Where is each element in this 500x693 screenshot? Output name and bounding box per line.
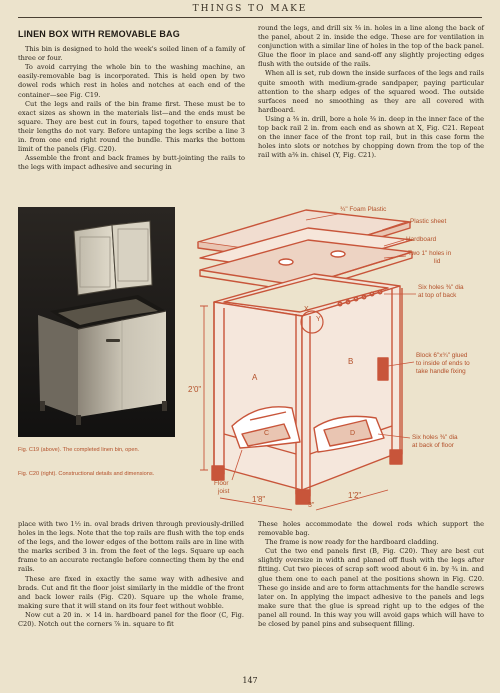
label-block-2: to inside of ends to	[416, 360, 470, 367]
dimension-height: 2'0"	[188, 385, 202, 394]
label-block-3: take handle fixing	[416, 368, 466, 375]
paragraph: Now cut a 20 in. × 14 in. hardboard panel for the floor (C, Fig. C20). Notch out the corners ⅞ in. square to fit	[18, 610, 244, 629]
label-block: Block 6"x¾" glued	[416, 352, 468, 359]
article-title: LINEN BOX WITH REMOVABLE BAG	[18, 29, 180, 39]
paragraph: Cut the two end panels first (B, Fig. C20). They are best cut slightly oversize in width and planed off flush with the legs after fitting. Cut two pieces of scrap soft wood about 6 in. by ¾ in. and glue them one to each panel at the positions shown in Fig. C20. These go inside and are to form attachments for the handle screws later on. In applying the impact adhesive to the panels and legs make sure that the glue is spread right up to the edges of the panel all round. In this way you will avoid gaps which will have to be closed by panel pins and subsequent filling.	[258, 547, 484, 629]
paragraph: This bin is designed to hold the week's soiled linen of a family of three or four.	[18, 45, 245, 63]
label-six-holes-floor: Six holes ⅜" dia	[412, 434, 458, 441]
column-bottom-right	[258, 520, 484, 629]
linen-bin-photo	[18, 207, 175, 437]
label-at-back-of-floor: at back of floor	[412, 442, 454, 449]
column-top-right	[258, 24, 484, 160]
running-header: THINGS TO MAKE	[192, 4, 308, 14]
paragraph: place with two 1½ in. oval brads driven through previously-drilled holes in the legs. Note that the top rails are flush with the top ends of the legs, and the lower edges of the bottom rails are in line with the marks scribed 3 in. from the feet of the legs. Square up each frame to an accurate rectangle before connecting them by the end rails.	[18, 520, 244, 574]
paragraph: Using a ⅜ in. drill, bore a hole ⅜ in. deep in the inner face of the top back rail 2 in. from each end as shown at X, Fig. C21. Repeat on the inner face of the front top rail, but in this case form the holes into slots or notches by chopping down from the top of the rail with a⅜ in. chisel (Y, Fig. C21).	[258, 114, 484, 160]
label-plastic-sheet: Plastic sheet	[410, 218, 447, 225]
caption-fig-c20: Fig. C20 (right). Constructional details and dimensions.	[18, 471, 155, 477]
column-bottom-left	[18, 520, 244, 629]
part-c-label: C	[264, 430, 270, 437]
label-foam-plastic: ¾" Foam Plastic	[340, 206, 387, 213]
construction-diagram	[188, 198, 488, 514]
paragraph: Assemble the front and back frames by butt-jointing the rails to the legs with impact adhesive and securing in	[18, 154, 245, 172]
part-a-label: A	[252, 373, 258, 382]
label-lid: lid	[434, 258, 441, 265]
page-number: 147	[242, 676, 258, 685]
dimension-three: 3"	[308, 502, 315, 509]
part-d-label: D	[350, 430, 356, 437]
label-six-holes-top: Six holes ⅜" dia	[418, 284, 464, 291]
paragraph: These are fixed in exactly the same way with adhesive and brads. Cut and fit the floor joist similarly in the middle of the front and back lower rails (Fig. C20). Square up the whole frame, making sure that it will stand on its four feet without wobble.	[18, 574, 244, 610]
caption-fig-c19: Fig. C19 (above). The completed linen bin, open.	[18, 447, 140, 453]
part-y-label: Y	[316, 316, 321, 323]
label-hardboard: Hardboard	[406, 236, 437, 243]
dimension-depth: 1'2"	[348, 491, 362, 500]
paragraph: Cut the legs and rails of the bin frame first. These must be to exact sizes as shown in the materials list—and the ends must be square. They are best cut in fours, taped together to ensure that their lengths do not vary. Before untaping the legs scribe a line 3 in. from one end right round the bundle. This marks the bottom limit of the panels (Fig. C20).	[18, 99, 245, 154]
paragraph: To avoid carrying the whole bin to the washing machine, an easily-removable bag is incorporated. This is held open by two dowel rods which rest in holes and notches at each end of the container—see Fig. C19.	[18, 63, 245, 99]
label-floor: Floor	[214, 480, 229, 487]
label-two-holes: Two 1" holes in	[408, 250, 452, 257]
paragraph: The frame is now ready for the hardboard cladding.	[265, 538, 439, 547]
dimension-width: 1'8"	[252, 495, 266, 504]
part-x-label: X	[304, 306, 309, 313]
paragraph: These holes accommodate the dowel rods which support the removable bag.	[258, 520, 484, 538]
header-rule	[18, 17, 482, 18]
label-joist: joist	[218, 488, 230, 495]
label-at-top-of-back: at top of back	[418, 292, 457, 299]
paragraph: When all is set, rub down the inside surfaces of the legs and rails quite smooth with medium-grade sandpaper, paying particular attention to the sharp edges of the squared wood. The outside surfaces need no smoothing as they are all covered with hardboard.	[258, 69, 484, 114]
part-b-label: B	[348, 357, 354, 366]
column-top-left	[18, 26, 245, 172]
paragraph: round the legs, and drill six ⅜ in. holes in a line along the back of the panel, about 2 in. inside the edge. These are for ventilation in conjunction with a similar line of holes in the top of the back panel. Glue the floor in place and sand-off any slightly projecting edges flush with the outside of the rails.	[258, 24, 484, 69]
